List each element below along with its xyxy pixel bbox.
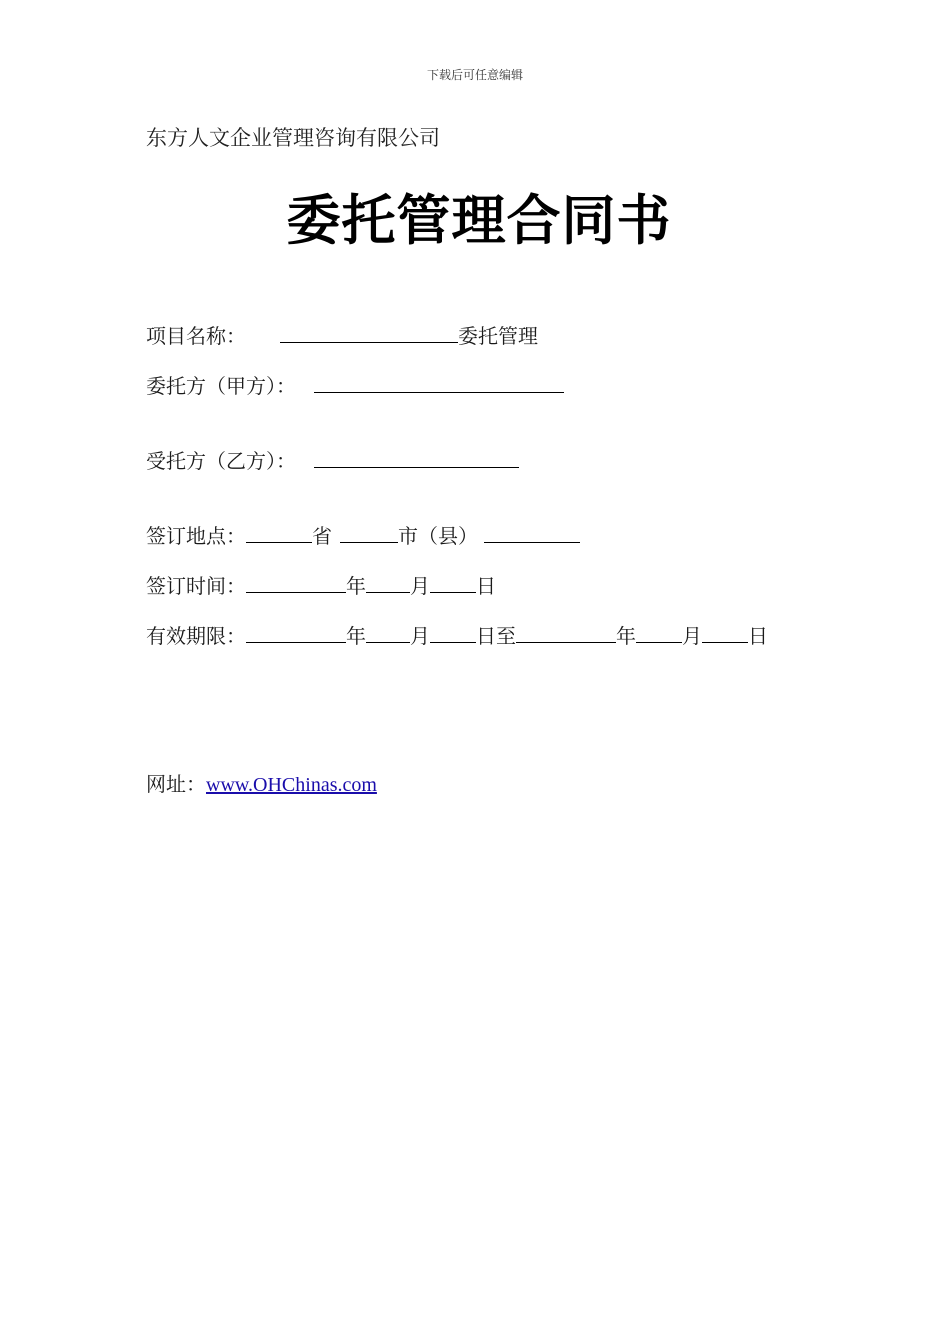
validity-label: 有效期限：	[146, 624, 246, 648]
website-row	[146, 770, 377, 799]
start-month-blank[interactable]	[366, 622, 410, 643]
party-b-label: 受托方（乙方）：	[146, 449, 296, 473]
sign-day-label: 日	[476, 574, 496, 598]
document-title: 委托管理合同书	[286, 189, 672, 252]
project-name-row	[146, 322, 538, 350]
start-day-to-label: 日至	[476, 624, 516, 648]
province-blank[interactable]	[246, 522, 312, 543]
project-name-label: 项目名称：	[146, 324, 246, 348]
party-a-label: 委托方（甲方）：	[146, 374, 296, 398]
start-day-blank[interactable]	[430, 622, 476, 643]
end-year-label: 年	[616, 624, 636, 648]
end-year-blank[interactable]	[516, 622, 616, 643]
party-b-row	[146, 447, 519, 475]
page-header-note: 下载后可任意编辑	[426, 68, 523, 82]
sign-year-label: 年	[346, 574, 366, 598]
sign-place-row	[146, 522, 580, 550]
project-name-suffix: 委托管理	[458, 324, 538, 348]
end-day-blank[interactable]	[702, 622, 748, 643]
end-month-blank[interactable]	[636, 622, 682, 643]
party-a-row	[146, 372, 564, 400]
sign-place-label: 签订地点：	[146, 524, 246, 548]
county-blank[interactable]	[484, 522, 580, 543]
sign-day-blank[interactable]	[430, 572, 476, 593]
start-year-label: 年	[346, 624, 366, 648]
city-blank[interactable]	[340, 522, 398, 543]
city-label: 市（县）	[398, 524, 478, 548]
sign-time-label: 签订时间：	[146, 574, 246, 598]
sign-time-row	[146, 572, 496, 600]
province-label: 省	[312, 524, 332, 548]
end-month-label: 月	[682, 624, 702, 648]
website-link[interactable]: www.OHChinas.com	[206, 774, 377, 796]
project-name-blank[interactable]	[280, 322, 458, 343]
start-month-label: 月	[410, 624, 430, 648]
sign-month-label: 月	[410, 574, 430, 598]
sign-month-blank[interactable]	[366, 572, 410, 593]
start-year-blank[interactable]	[246, 622, 346, 643]
website-label: 网址：	[146, 772, 206, 796]
validity-row	[146, 622, 768, 650]
party-a-blank[interactable]	[314, 372, 564, 393]
party-b-blank[interactable]	[314, 447, 519, 468]
sign-year-blank[interactable]	[246, 572, 346, 593]
company-name: 东方人文企业管理咨询有限公司	[146, 126, 440, 150]
end-day-label: 日	[748, 624, 768, 648]
